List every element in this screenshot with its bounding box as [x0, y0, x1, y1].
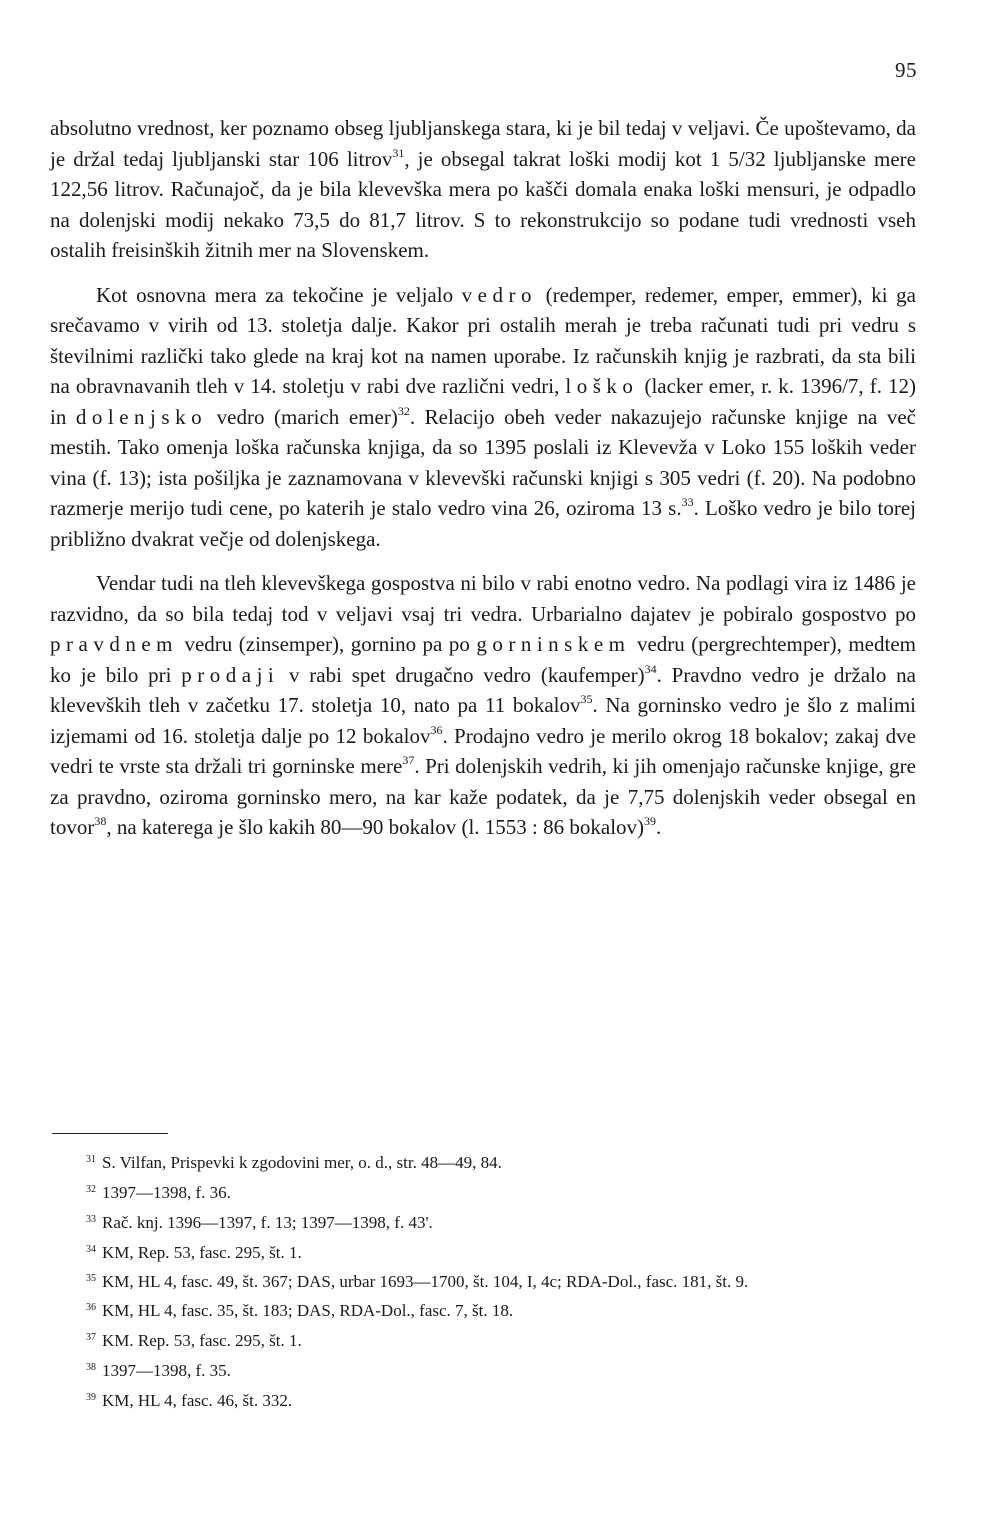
footnotes — [50, 1148, 916, 1416]
text-run: . Prodajno vedro je merilo okrog 18 bokalov; zakaj dve vedri te vrste sta držali tri gorninske mere — [50, 723, 916, 778]
footnote-reference: 33 — [681, 495, 694, 509]
footnote — [50, 1268, 916, 1296]
footnote-reference: 37 — [402, 753, 415, 767]
text-run: (lacker emer, r. k. 1396/7, f. 12) in — [50, 374, 916, 429]
page-number: 95 — [895, 58, 917, 82]
text-run: vedru (pergrechtemper), medtem ko je bilo pri — [50, 632, 916, 687]
footnote-text: 1397—1398, f. 35. — [102, 1361, 231, 1380]
footnote-number: 35 — [86, 1273, 96, 1284]
footnote-number: 34 — [86, 1244, 96, 1255]
footnote-separator — [52, 1133, 168, 1134]
emphasized-term: pravdnem — [50, 632, 178, 656]
footnote-text: Rač. knj. 1396—1397, f. 13; 1397—1398, f. 43'. — [102, 1213, 433, 1232]
footnote-number: 38 — [86, 1362, 96, 1373]
paragraph — [50, 113, 916, 266]
footnote-number: 37 — [86, 1332, 96, 1343]
paragraph — [50, 280, 916, 555]
footnote-text: S. Vilfan, Prispevki k zgodovini mer, o. d., str. 48—49, 84. — [102, 1153, 502, 1172]
footnote — [50, 1326, 916, 1356]
footnote-number: 33 — [86, 1214, 96, 1225]
text-run: . Loško vedro je bilo torej približno dvakrat večje od dolenjskega. — [50, 496, 916, 551]
footnote-number: 36 — [86, 1302, 96, 1313]
footnote — [50, 1148, 916, 1178]
text-run: Kot osnovna mera za tekočine je veljalo — [96, 282, 462, 307]
footnote — [50, 1386, 916, 1416]
text-run: , na katerega je šlo kakih 80—90 bokalov (l. 1553 : 86 bokalov) — [106, 815, 645, 839]
footnote — [50, 1178, 916, 1208]
text-run: . — [656, 815, 662, 839]
footnote-text: KM, Rep. 53, fasc. 295, št. 1. — [102, 1243, 302, 1262]
footnote-text: KM, HL 4, fasc. 35, št. 183; DAS, RDA-Dol., fasc. 7, št. 18. — [102, 1301, 514, 1320]
footnote-number: 39 — [86, 1392, 96, 1403]
footnote — [50, 1238, 916, 1268]
footnote-number: 31 — [86, 1154, 96, 1165]
text-run: . Pri dolenjskih vedrih, ki jih omenjajo računske knjige, gre za pravdno, oziroma gorninsko mero, na kar kaže podatek, da je 7,75 dolenjskih veder obsegal en tovor — [50, 754, 916, 839]
footnote-number: 32 — [86, 1184, 96, 1195]
footnote-reference: 38 — [94, 814, 107, 828]
footnote-reference: 39 — [644, 814, 657, 828]
text-run: Vendar tudi na tleh klevevškega gospostva ni bilo v rabi enotno vedro. Na podlagi vira iz 1486 je razvidno, da so bila tedaj tod v veljavi vsaj tri vedra. Urbarialno dajatev je pobiralo gospostvo po — [50, 571, 916, 626]
text-run: , je obsegal takrat loški modij kot 1 5/32 ljubljanske mere 122,56 litrov. Računajoč, da je bila klevevška mera po kašči domala enaka loški mensuri, je odpadlo na dolenjski modij nekako 73,5 do 81,7 litrov. S to rekonstrukcijo so podane tudi vrednosti vseh ostalih freisinških žitnih mer na Slovenskem. — [50, 146, 916, 262]
footnote-text: KM. Rep. 53, fasc. 295, št. 1. — [102, 1331, 302, 1350]
footnote-reference: 36 — [430, 722, 443, 737]
footnote-text: 1397—1398, f. 36. — [102, 1183, 231, 1202]
footnote-reference: 31 — [392, 145, 405, 160]
text-run: . Na gorninsko vedro je šlo z malimi izjemami od 16. stoletja dalje po 12 bokalov — [50, 693, 916, 748]
footnote-text: KM, HL 4, fasc. 49, št. 367; DAS, urbar 1693—1700, št. 104, I, 4c; RDA-Dol., fasc. 181, št. 9. — [102, 1272, 749, 1291]
text-run: vedro (marich emer) — [207, 404, 398, 429]
footnote — [50, 1296, 916, 1326]
emphasized-term: prodaji — [181, 662, 280, 687]
body-text — [50, 113, 916, 843]
emphasized-term: dolenjsko — [75, 404, 208, 429]
text-run: absolutno vrednost, ker poznamo obseg ljubljanskega stara, ki je bil tedaj v veljavi. Če upoštevamo, da je držal tedaj ljubljanski star 106 litrov — [50, 116, 916, 171]
text-run: (redemper, redemer, emper, emmer), ki ga srečavamo v virih od 13. stoletja dalje. Kakor pri ostalih merah je treba računati tudi pri vedru s številnimi različki tako glede na kraj kot na namen uporabe. Iz računskih knjig je razbrati, da sta bili na obravnavanih tleh v 14. stoletju v rabi dve različni vedri, — [50, 282, 916, 398]
footnote — [50, 1356, 916, 1386]
emphasized-term: loško — [565, 374, 639, 398]
emphasized-term: vedro — [461, 282, 537, 307]
emphasized-term: gorninskem — [476, 632, 631, 656]
footnote — [50, 1208, 916, 1238]
text-run: . Relacijo obeh veder nakazujejo računske knjige na več mestih. Tako omenja loška računska knjiga, da so 1395 poslali iz Klevevža v Loko 155 loških veder vina (f. 13); ista pošiljka je zaznamovana v klevevški računski knjigi s 305 vedri (f. 20). Na podobno razmerje merijo tudi cene, po katerih je stalo vedro vina 26, oziroma 13 s. — [50, 404, 916, 520]
footnote-reference: 34 — [644, 661, 657, 676]
text-run: vedru (zinsemper), gornino pa po — [177, 632, 477, 656]
footnote-reference: 32 — [397, 403, 410, 418]
footnote-text: KM, HL 4, fasc. 46, št. 332. — [102, 1391, 293, 1410]
footnote-reference: 35 — [580, 692, 593, 706]
text-run: v rabi spet drugačno vedro (kaufemper) — [279, 662, 645, 687]
text-run: . Pravdno vedro je držalo na klevevških tleh v začetku 17. stoletja 10, nato pa 11 bokalov — [50, 662, 916, 717]
paragraph — [50, 568, 916, 843]
